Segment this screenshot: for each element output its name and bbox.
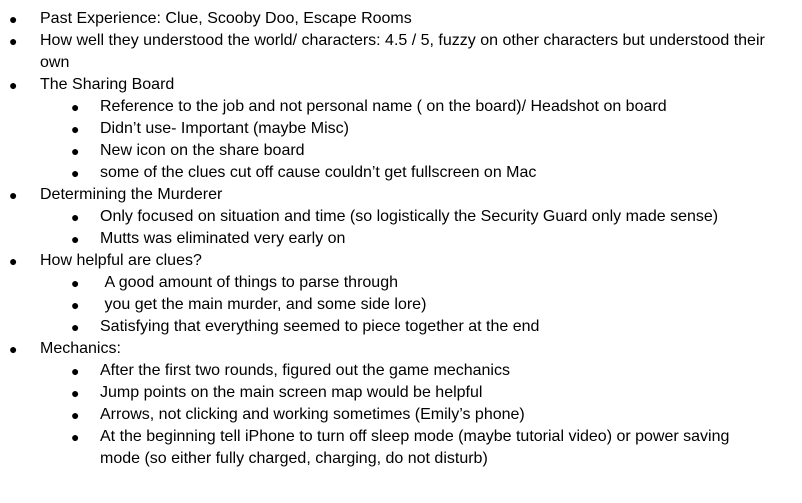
- list-item-text: How helpful are clues?: [40, 252, 202, 269]
- sub-list-item: [0, 316, 765, 338]
- list-item-text: A good amount of things to parse through: [100, 274, 398, 291]
- list-item: [0, 8, 765, 30]
- sub-list-item: [0, 272, 765, 294]
- list-item-text: some of the clues cut off cause couldn’t get fullscreen on Mac: [100, 164, 537, 181]
- bullet-icon: ●: [71, 363, 80, 379]
- sub-list-item: [0, 294, 765, 316]
- sub-list-item: [0, 404, 765, 426]
- bullet-icon: ●: [9, 253, 18, 269]
- sub-list-item: [0, 426, 765, 470]
- list-item-text: After the first two rounds, figured out the game mechanics: [100, 362, 510, 379]
- list-item-text: Reference to the job and not personal name ( on the board)/ Headshot on board: [100, 98, 667, 115]
- list-item-text: Only focused on situation and time (so logistically the Security Guard only made sense): [100, 208, 719, 225]
- list-item: [0, 74, 765, 96]
- list-item-text: Arrows, not clicking and working sometimes (Emily’s phone): [100, 406, 525, 423]
- bullet-icon: ●: [71, 99, 80, 115]
- bullet-icon: ●: [71, 209, 80, 225]
- list-item-text: The Sharing Board: [40, 76, 175, 93]
- bullet-icon: ●: [9, 77, 18, 93]
- list-item-text: New icon on the share board: [100, 142, 305, 159]
- list-item-text: Mechanics:: [40, 340, 121, 357]
- bullet-icon: ●: [9, 11, 18, 27]
- bullet-icon: ●: [71, 319, 80, 335]
- sub-list-item: [0, 228, 765, 250]
- bullet-icon: ●: [9, 341, 18, 357]
- bullet-icon: ●: [71, 385, 80, 401]
- list-item-text: Past Experience: Clue, Scooby Doo, Escape Rooms: [40, 10, 412, 27]
- list-item-text: you get the main murder, and some side lore): [100, 296, 427, 313]
- sub-list-item: [0, 96, 765, 118]
- bullet-icon: ●: [9, 33, 18, 49]
- bullet-icon: ●: [71, 231, 80, 247]
- bullet-icon: ●: [71, 121, 80, 137]
- sub-list-item: [0, 382, 765, 404]
- list-item: [0, 184, 765, 206]
- list-item: [0, 30, 770, 74]
- bullet-icon: ●: [71, 275, 80, 291]
- list-item-text: Determining the Murderer: [40, 186, 223, 203]
- list-item-text: Satisfying that everything seemed to piece together at the end: [100, 318, 540, 335]
- sub-list-item: [0, 118, 765, 140]
- list-item-text: At the beginning tell iPhone to turn off sleep mode (maybe tutorial video) or power saving mode (so either fully charged, charging, do not disturb): [100, 428, 734, 467]
- list-item-text: Didn’t use- Important (maybe Misc): [100, 120, 349, 137]
- list-item-text: Mutts was eliminated very early on: [100, 230, 346, 247]
- sub-list-item: [0, 162, 765, 184]
- bullet-icon: ●: [9, 187, 18, 203]
- bullet-icon: ●: [71, 143, 80, 159]
- bullet-icon: ●: [71, 429, 80, 445]
- bullet-icon: ●: [71, 297, 80, 313]
- sub-list-item: [0, 206, 765, 228]
- list-item: [0, 338, 765, 360]
- list-item: [0, 250, 765, 272]
- bullet-icon: ●: [71, 407, 80, 423]
- sub-list-item: [0, 360, 765, 382]
- bullet-icon: ●: [71, 165, 80, 181]
- list-item-text: Jump points on the main screen map would be helpful: [100, 384, 483, 401]
- sub-list-item: [0, 140, 765, 162]
- list-item-text: How well they understood the world/ characters: 4.5 / 5, fuzzy on other characters but understood their own: [40, 32, 770, 71]
